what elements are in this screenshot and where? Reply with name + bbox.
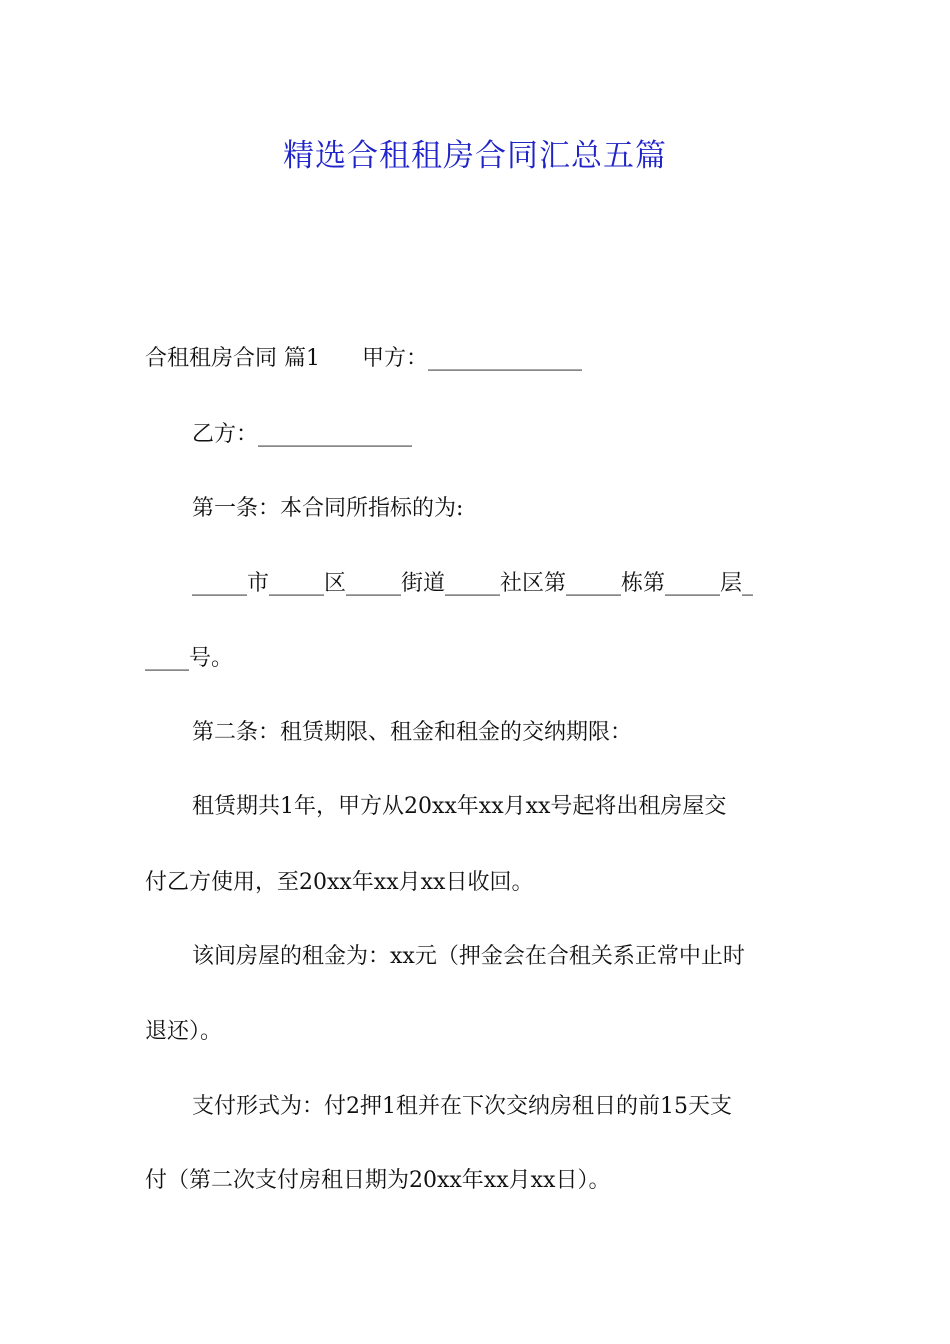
- paragraph-line: 付乙方使用，至20xx年xx月xx日收回。: [145, 870, 534, 895]
- paragraph-line: 合租租房合同 篇1 甲方：______________: [145, 346, 582, 371]
- paragraph-line: 租赁期共1年，甲方从20xx年xx月xx号起将出租房屋交: [192, 794, 727, 819]
- paragraph-line: ____号。: [145, 646, 234, 671]
- paragraph-line: 退还）。: [145, 1019, 223, 1044]
- paragraph-line: 该间房屋的租金为：xx元（押金会在合租关系正常中止时: [192, 944, 745, 969]
- document-title: 精选合租租房合同汇总五篇: [283, 138, 667, 174]
- paragraph-line: 支付形式为：付2押1租并在下次交纳房租日的前15天支: [192, 1094, 732, 1119]
- paragraph-line: _____市_____区_____街道_____社区第_____栋第_____层_: [192, 571, 754, 596]
- paragraph-line: 第一条：本合同所指标的为:: [192, 496, 464, 521]
- paragraph-line: 付（第二次支付房租日期为20xx年xx月xx日）。: [145, 1168, 611, 1193]
- paragraph-line: 第二条：租赁期限、租金和租金的交纳期限：: [192, 720, 633, 745]
- paragraph-line: 乙方：______________: [192, 422, 413, 447]
